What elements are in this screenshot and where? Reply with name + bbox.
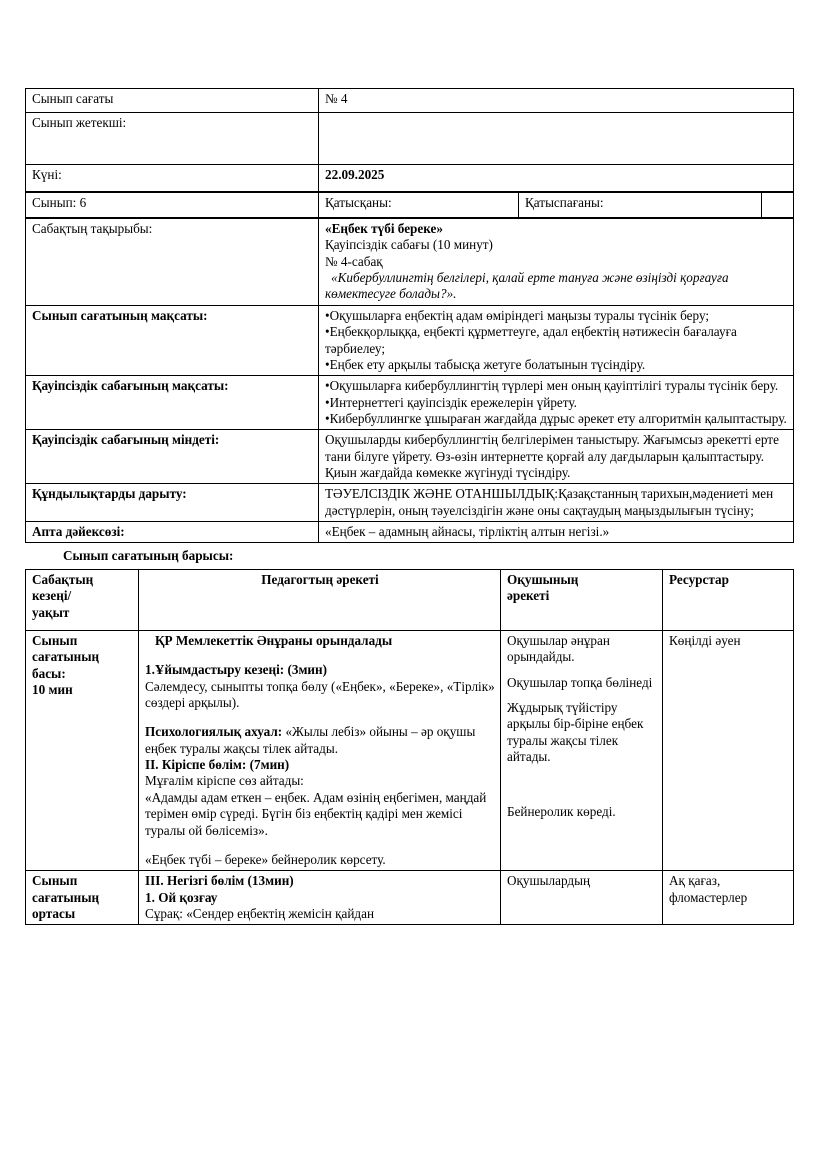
values-label: Құндылықтарды дарыту: <box>26 484 319 522</box>
class-hour-goal-label: Сынып сағатының мақсаты: <box>26 305 319 375</box>
table-row-topic <box>26 219 794 306</box>
goal-bullet: •Оқушыларға еңбектің адам өміріндегі маңызы туралы түсінік беру; <box>325 307 710 323</box>
paragraph-spacer <box>145 711 495 724</box>
paragraph-spacer <box>507 691 657 700</box>
student-action-text: Оқушылар әнұран орындайды. <box>507 632 610 665</box>
resources-cell-start: Көңілді әуен <box>663 630 794 870</box>
table-row <box>26 165 794 192</box>
resource-line: Ақ қағаз, <box>669 873 721 889</box>
topic-content <box>319 219 794 306</box>
safety-goal-bullet: •Кибербуллингке ұшыраған жағдайда дұрыс әрекет ету алгоритмін қалыптастыру. <box>325 410 787 426</box>
intro-section-heading: II. Кіріспе бөлім: (7мин) <box>145 757 290 773</box>
paragraph-spacer <box>145 649 495 662</box>
safety-goal-label: Қауіпсіздік сабағының мақсаты: <box>26 376 319 430</box>
lesson-header-table <box>25 88 794 192</box>
date-value: 22.09.2025 <box>319 165 794 192</box>
class-number-label: Сынып: 6 <box>26 193 319 218</box>
topic-question: «Кибербуллингтің белгілері, қалай ерте тануға және өзіңізді қорғауға көмектесуге болады?». <box>325 270 729 302</box>
resource-line: фломастерлер <box>669 889 748 905</box>
student-action-cell-middle: Оқушылардың <box>501 871 663 925</box>
class-attendance-table <box>25 192 794 218</box>
topic-label: Сабақтың тақырыбы: <box>26 219 319 306</box>
values-text: ТӘУЕЛСІЗДІК ЖӘНЕ ОТАНШЫЛДЫҚ:Қазақстанның тарихын,мәдениеті мен дәстүрлерін, оның тәуелсіздігін және оны сақтаудың маңыздылығын түсіну; <box>319 484 794 522</box>
date-label: Күні: <box>26 165 319 192</box>
attended-label: Қатысқаны: <box>319 193 519 218</box>
week-quote-text: «Еңбек – адамның айнасы, тірліктің алтын негізі.» <box>319 522 794 543</box>
table-row-quote <box>26 522 794 543</box>
stage-line: ортасы <box>32 906 76 921</box>
table-header-row <box>26 569 794 630</box>
stage-cell-start <box>26 630 139 870</box>
psychological-climate-heading: Психологиялық ахуал: <box>145 724 283 740</box>
absent-label: Қатыспағаны: <box>519 193 762 218</box>
safety-task-text: Оқушыларды кибербуллингтің белгілерімен таныстыру. Жағымсыз әрекетті ерте тани білуге үйрету. Өз-өзін интернетте қорғай алу дағдыларын қалыптастыру. Қиын жағдайда көмекке жүгінуді түсіндіру. <box>319 430 794 484</box>
psychological-climate-text: «Жылы лебіз» ойыны – әр оқушы еңбек туралы жақсы тілек айтады. <box>145 724 476 756</box>
table-row-values <box>26 484 794 522</box>
video-text: «Еңбек түбі – береке» бейнеролик көрсету. <box>145 851 386 867</box>
safety-goal-content <box>319 376 794 430</box>
header-line: Сабақтың <box>32 571 94 587</box>
paragraph-spacer <box>507 791 657 804</box>
stage-line: сағатының <box>32 649 100 665</box>
teacher-action-cell-start <box>139 630 501 870</box>
stage-line: басы: <box>32 665 66 681</box>
column-header-student-action <box>501 569 663 630</box>
organizing-stage-text: Сәлемдесу, сыныпты топқа бөлу («Еңбек», «Береке», «Тірлік» сөздері арқылы). <box>145 678 495 711</box>
table-row <box>26 113 794 165</box>
anthem-text: ҚР Мемлекеттік Әнұраны орындалады <box>155 632 393 648</box>
goal-bullet: •Еңбек ету арқылы табысқа жетуге болатынын түсіндіру. <box>325 356 646 372</box>
paragraph-spacer <box>507 765 657 778</box>
document-body <box>25 88 793 925</box>
lesson-course-table <box>25 569 794 925</box>
brainstorm-question: Сұрақ: «Сендер еңбектің жемісін қайдан <box>145 906 375 921</box>
brainstorm-heading: 1. Ой қозғау <box>145 889 218 905</box>
class-leader-value <box>319 113 794 165</box>
resources-cell-middle <box>663 871 794 925</box>
table-row-class-goal <box>26 305 794 375</box>
safety-task-label: Қауіпсіздік сабағының міндеті: <box>26 430 319 484</box>
topic-lesson-number: № 4-сабақ <box>325 253 383 269</box>
main-section-heading: III. Негізгі бөлім (13мин) <box>145 873 294 889</box>
class-hour-goal-content <box>319 305 794 375</box>
column-header-resources: Ресурстар <box>663 569 794 630</box>
header-line: уақыт <box>32 604 70 620</box>
organizing-stage-heading: 1.Ұйымдастыру кезеңі: (3мин) <box>145 662 328 678</box>
intro-section-text: Мұғалім кіріспе сөз айтады: <box>145 773 304 789</box>
class-hour-value: № 4 <box>319 89 794 113</box>
stage-cell-middle <box>26 871 139 925</box>
paragraph-spacer <box>507 778 657 791</box>
safety-goal-bullet: •Интернеттегі қауіпсіздік ережелерін үйрету. <box>325 394 577 410</box>
attendance-extra-cell <box>762 193 794 218</box>
class-leader-label: Сынып жетекші: <box>26 113 319 165</box>
class-hour-label: Сынып сағаты <box>26 89 319 113</box>
table-row <box>26 89 794 113</box>
psychological-climate-block <box>145 724 495 757</box>
student-action-cell-start <box>501 630 663 870</box>
student-action-text: Жұдырық түйістіру арқылы бір-біріне еңбек туралы жақсы тілек айтады. <box>507 700 644 765</box>
teacher-action-cell-middle <box>139 871 501 925</box>
teacher-quote-text: «Адамды адам еткен – еңбек. Адам өзінің еңбегімен, маңдай терімен өмір сүреді. Бүгін біз еңбектің қадірі мен жемісі туралы ой бөлісеміз». <box>145 789 487 838</box>
section-caption: Сынып сағатының барысы: <box>63 548 234 564</box>
week-quote-label: Апта дәйексөзі: <box>26 522 319 543</box>
topic-title: «Еңбек түбі береке» <box>325 221 443 236</box>
header-line: кезеңі/ <box>32 588 72 604</box>
stage-line: 10 мин <box>32 682 73 698</box>
header-line: Оқушының <box>507 571 579 587</box>
stage-line: Сынып <box>32 873 78 889</box>
topic-subtitle: Қауіпсіздік сабағы (10 минут) <box>325 237 493 253</box>
stage-line: Сынып <box>32 632 78 648</box>
header-line: әрекеті <box>507 588 550 604</box>
paragraph-spacer <box>507 666 657 675</box>
student-action-text: Бейнеролик көреді. <box>507 804 616 820</box>
student-action-text: Оқушылар топқа бөлінеді <box>507 674 653 690</box>
paragraph-spacer <box>145 839 495 852</box>
lesson-details-table <box>25 218 794 543</box>
safety-goal-bullet: •Оқушыларға кибербуллингтің түрлері мен оның қауіптілігі туралы түсінік беру. <box>325 378 779 394</box>
table-row-safety-goal <box>26 376 794 430</box>
goal-bullet: •Еңбекқорлыққа, еңбекті құрметтеуге, адал еңбектің нәтижесін бағалауға тәрбиелеу; <box>325 324 737 356</box>
table-row-lesson-middle <box>26 871 794 925</box>
column-header-teacher-action: Педагогтың әрекеті <box>139 569 501 630</box>
table-row-lesson-start <box>26 630 794 870</box>
stage-line: сағатының <box>32 889 100 905</box>
table-row-safety-task <box>26 430 794 484</box>
column-header-stage <box>26 569 139 630</box>
table-row <box>26 193 794 218</box>
